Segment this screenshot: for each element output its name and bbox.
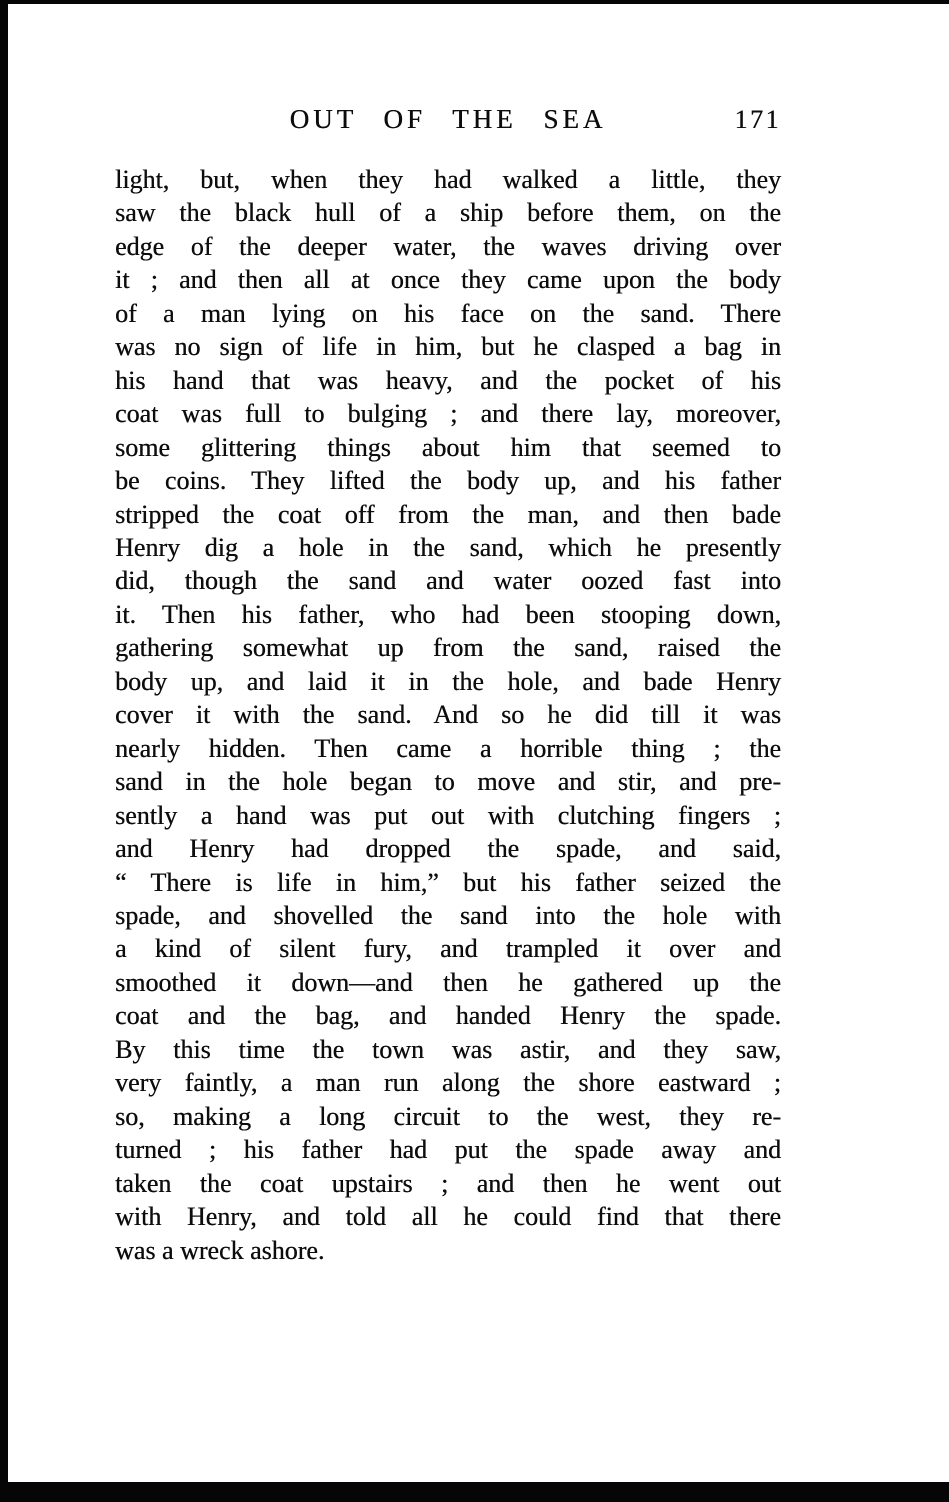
text-line: stripped the coat off from the man, and then bade <box>115 499 781 529</box>
text-line: spade, and shovelled the sand into the hole with <box>115 900 781 930</box>
text-line: some glittering things about him that seemed to <box>115 432 781 462</box>
text-line: was no sign of life in him, but he clasped a bag in <box>115 332 781 362</box>
text-line: be coins. They lifted the body up, and his father <box>115 466 781 496</box>
text-line: saw the black hull of a ship before them, on the <box>115 198 781 228</box>
text-line: “ There is life in him,” but his father seized the <box>115 867 781 897</box>
text-line: it ; and then all at once they came upon the body <box>115 265 781 295</box>
running-header <box>115 104 781 140</box>
text-line: was a wreck ashore. <box>115 1235 325 1265</box>
text-line: turned ; his father had put the spade away and <box>115 1135 781 1165</box>
text-line: light, but, when they had walked a little, they <box>115 165 781 194</box>
text-line: nearly hidden. Then came a horrible thing ; the <box>115 733 781 763</box>
chapter-title: OUT OF THE SEA <box>289 104 607 134</box>
text-line: Henry dig a hole in the sand, which he presently <box>115 532 781 562</box>
text-line: with Henry, and told all he could find that there <box>115 1202 781 1232</box>
text-line: smoothed it down—and then he gathered up the <box>115 967 781 997</box>
text-line: so, making a long circuit to the west, they re- <box>115 1101 781 1131</box>
text-line: sand in the hole began to move and stir, and pre- <box>115 767 781 797</box>
text-line: very faintly, a man run along the shore eastward ; <box>115 1068 781 1098</box>
scan-border-bottom <box>0 1482 949 1502</box>
text-line: coat and the bag, and handed Henry the spade. <box>115 1001 781 1031</box>
text-line: did, though the sand and water oozed fast into <box>115 566 781 596</box>
text-line: cover it with the sand. And so he did till it was <box>115 700 781 730</box>
body-text <box>115 163 781 1267</box>
scan-border-left <box>0 0 8 1502</box>
text-line: body up, and laid it in the hole, and bade Henry <box>115 666 781 696</box>
scan-border-top <box>0 0 949 4</box>
text-line: gathering somewhat up from the sand, raised the <box>115 633 781 663</box>
page-number: 171 <box>734 105 781 134</box>
text-line: it. Then his father, who had been stooping down, <box>115 599 781 629</box>
text-line: a kind of silent fury, and trampled it over and <box>115 934 781 964</box>
text-line: sently a hand was put out with clutching fingers ; <box>115 800 781 830</box>
text-line: taken the coat upstairs ; and then he went out <box>115 1168 781 1198</box>
text-line: By this time the town was astir, and they saw, <box>115 1034 781 1064</box>
text-line: coat was full to bulging ; and there lay, moreover, <box>115 399 781 429</box>
text-line: of a man lying on his face on the sand. There <box>115 298 781 328</box>
text-line: his hand that was heavy, and the pocket of his <box>115 365 781 395</box>
text-line: edge of the deeper water, the waves driving over <box>115 231 781 261</box>
text-line: and Henry had dropped the spade, and said, <box>115 834 781 864</box>
